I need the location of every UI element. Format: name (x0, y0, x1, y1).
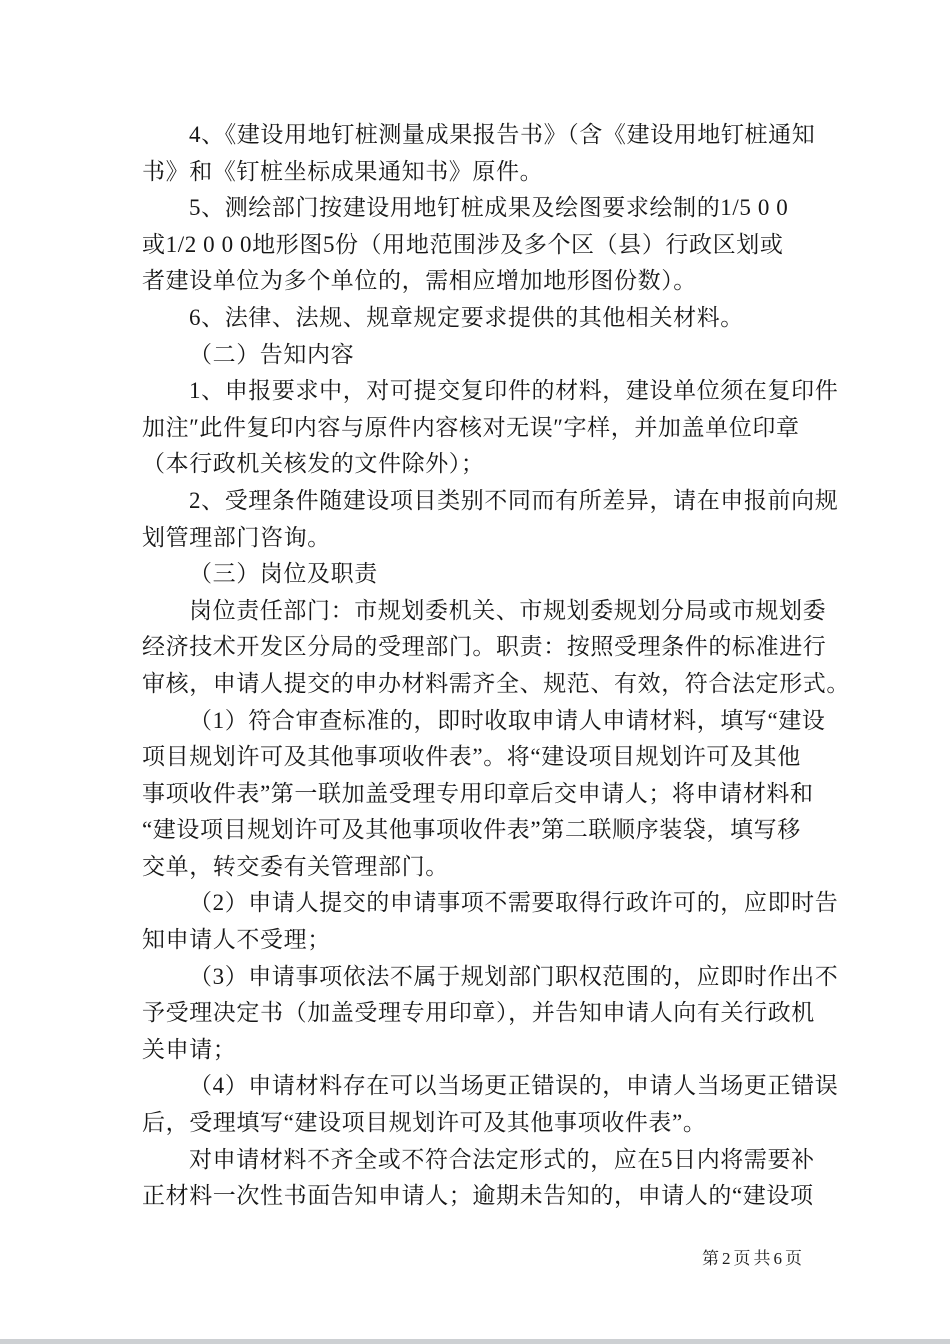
doc-line: 交单，转交委有关管理部门。 (142, 853, 449, 879)
doc-line: （本行政机关核发的文件除外）； (142, 451, 485, 477)
doc-line: 事项收件表”第一联加盖受理专用印章后交申请人；将申请材料和 (142, 780, 814, 806)
doc-line: 正材料一次性书面告知申请人；逾期未告知的，申请人的“建设项 (142, 1183, 814, 1209)
doc-line: 4、《建设用地钉桩测量成果报告书》（含《建设用地钉桩通知 (189, 122, 816, 147)
doc-line: 予受理决定书（加盖受理专用印章），并告知申请人向有关行政机 (142, 1000, 815, 1026)
doc-line: 关申请； (142, 1036, 237, 1062)
doc-line: 审核，申请人提交的申办材料需齐全、规范、有效，符合法定形式。 (142, 670, 850, 696)
doc-line: 经济技术开发区分局的受理部门。职责：按照受理条件的标准进行 (142, 634, 827, 660)
doc-line: （3）申请事项依法不属于规划部门职权范围的，应即时作出不 (189, 963, 839, 989)
doc-line: 6、法律、法规、规章规定要求提供的其他相关材料。 (189, 304, 744, 330)
doc-line: 岗位责任部门：市规划委机关、市规划委规划分局或市规划委 (189, 597, 827, 623)
doc-line: 对申请材料不齐全或不符合法定形式的，应在5日内将需要补 (189, 1146, 815, 1172)
doc-line: 者建设单位为多个单位的，需相应增加地形图份数）。 (142, 268, 697, 294)
section-heading: （二）告知内容 (189, 341, 355, 367)
page-bottom-edge (0, 1339, 950, 1344)
doc-line: 知申请人不受理； (142, 927, 331, 953)
doc-line: （4）申请材料存在可以当场更正错误的，申请人当场更正错误 (189, 1073, 839, 1099)
doc-line: 划管理部门咨询。 (142, 524, 331, 550)
doc-line: 2、受理条件随建设项目类别不同而有所差异，请在申报前向规 (189, 487, 839, 513)
doc-line: 或1/2 0 0 0地形图5份（用地范围涉及多个区（县）行政区划或 (142, 231, 784, 257)
doc-line: 1、申报要求中，对可提交复印件的材料，建设单位须在复印件 (189, 378, 839, 404)
page-number: 第2页共6页 (702, 1249, 805, 1268)
doc-line: 书》和《钉桩坐标成果通知书》原件。 (142, 158, 544, 184)
doc-line: 项目规划许可及其他事项收件表”。将“建设项目规划许可及其他 (142, 744, 801, 770)
doc-line: （1）符合审查标准的，即时收取申请人申请材料，填写“建设 (189, 707, 826, 733)
doc-line: 加注″此件复印内容与原件内容核对无误″字样，并加盖单位印章 (142, 414, 800, 440)
doc-line: 后，受理填写“建设项目规划许可及其他事项收件表”。 (142, 1110, 707, 1136)
doc-line: （2）申请人提交的申请事项不需要取得行政许可的，应即时告 (189, 890, 839, 916)
doc-line: 5、测绘部门按建设用地钉桩成果及绘图要求绘制的1/5 0 0 (189, 195, 789, 221)
doc-line: “建设项目规划许可及其他事项收件表”第二联顺序装袋，填写移 (142, 817, 801, 843)
document-text-block (142, 117, 850, 1215)
section-heading: （三）岗位及职责 (189, 561, 378, 587)
